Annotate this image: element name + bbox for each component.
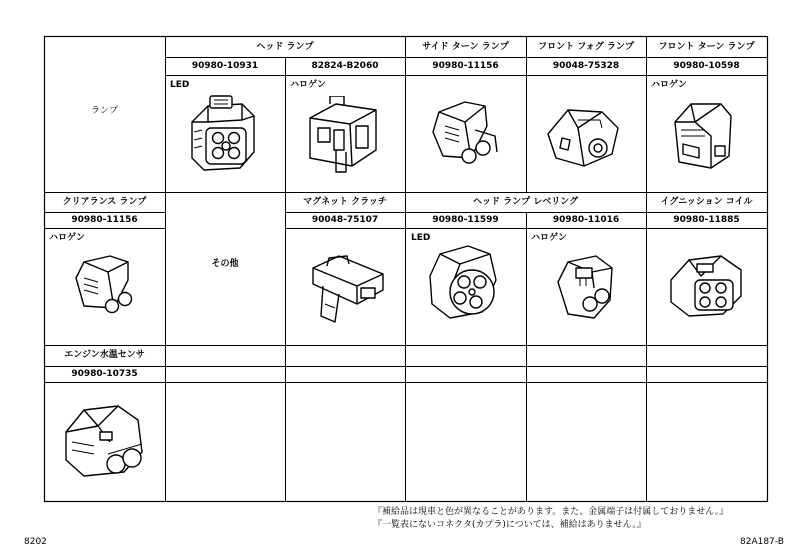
side-turn-part: 90980-11156 (432, 61, 499, 71)
clearance-part: 90980-11156 (71, 215, 138, 225)
page-code: 8202 (24, 537, 47, 547)
front-fog-connector-illustration (540, 98, 626, 180)
ignition-title: イグニッション コイル (660, 197, 753, 207)
leveling-title: ヘッド ランプ レベリング (472, 197, 579, 207)
front-fog-title: フロント フォグ ランプ (538, 42, 634, 52)
clearance-note: ハロゲン (49, 233, 85, 243)
magnet-clutch-title: マグネット クラッチ (303, 197, 387, 207)
clearance-title: クリアランス ランプ (62, 197, 147, 207)
headlamp-b-part: 82824-B2060 (311, 61, 379, 71)
leveling-a-part: 90980-11599 (432, 215, 499, 225)
side-turn-connector-illustration (425, 96, 511, 182)
front-turn-part: 90980-10598 (673, 61, 740, 71)
note-line-2: 『一覧表にないコネクタ(カプラ)については、補給はありません。』 (373, 520, 646, 530)
headlamp-led-connector-illustration (180, 92, 270, 182)
headlamp-a-note: LED (170, 80, 190, 90)
leveling-b-part: 90980-11016 (552, 215, 620, 225)
headlamp-halogen-connector-illustration (300, 96, 390, 182)
group-label-lamp: ランプ (90, 106, 118, 116)
magnet-clutch-connector-illustration (305, 246, 389, 330)
headlamp-b-note: ハロゲン (290, 80, 326, 90)
front-turn-note: ハロゲン (651, 80, 687, 90)
clearance-connector-illustration (70, 252, 146, 326)
side-turn-title: サイド ターン ランプ (422, 42, 509, 52)
note-line-1: 『補給品は現車と色が異なることがあります。また、金属端子は付属しておりません。』 (373, 507, 729, 517)
other-label: その他 (211, 259, 239, 269)
engine-temp-sensor-part: 90980-10735 (71, 369, 138, 379)
ignition-coil-connector-illustration (665, 250, 749, 326)
headlamp-title: ヘッド ランプ (256, 42, 314, 52)
leveling-halogen-connector-illustration (552, 252, 628, 328)
headlamp-a-part: 90980-10931 (191, 61, 259, 71)
ignition-part: 90980-11885 (673, 215, 740, 225)
engine-temp-sensor-title: エンジン水温センサ (64, 350, 145, 360)
front-turn-connector-illustration (665, 96, 745, 180)
front-turn-title: フロント ターン ランプ (658, 42, 755, 52)
front-fog-part: 90048-75328 (552, 61, 620, 71)
figure-code: 82A187-B (740, 537, 784, 547)
engine-temp-sensor-connector-illustration (58, 402, 154, 486)
leveling-led-connector-illustration (420, 240, 510, 330)
magnet-clutch-part: 90048-75107 (311, 215, 379, 225)
leveling-a-note: LED (411, 233, 431, 243)
leveling-b-note: ハロゲン (531, 233, 567, 243)
